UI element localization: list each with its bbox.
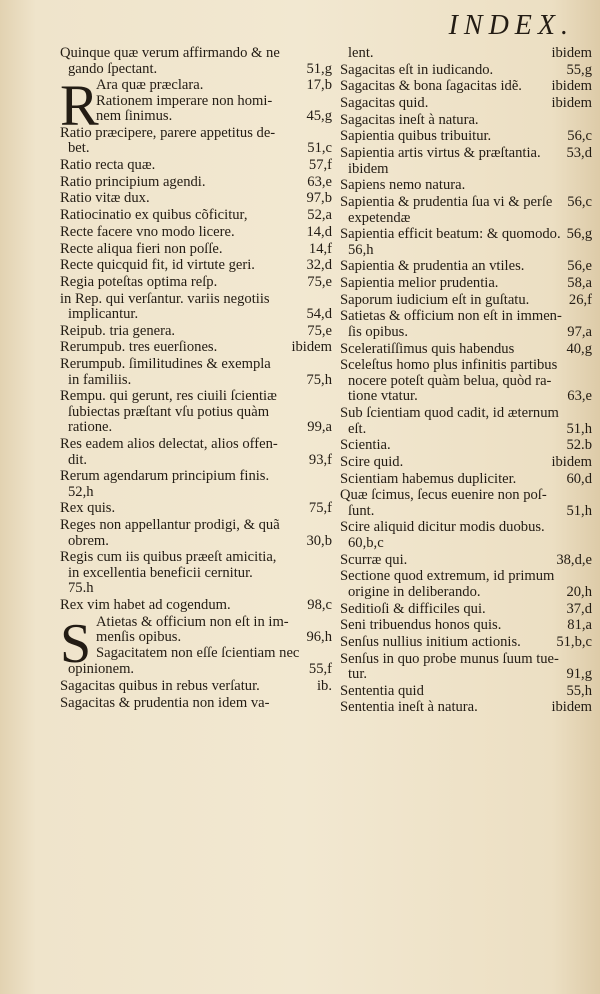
page-reference: 96,h — [306, 629, 332, 646]
index-entry — [340, 569, 592, 600]
entry-text: 60,b,c — [348, 534, 384, 551]
entry-text: Sapientia artis virtus & præſtantia. — [340, 145, 541, 162]
drop-capital: R — [60, 73, 99, 139]
entry-line — [340, 227, 592, 243]
entry-text: Sententia quid — [340, 682, 424, 699]
entry-text: Recte aliqua fieri non poſſe. — [60, 240, 223, 257]
page-reference: 60,d — [566, 470, 592, 487]
index-entry — [340, 276, 592, 292]
page-reference: 56,e — [567, 258, 592, 275]
index-entry — [340, 635, 592, 651]
page-reference: 20,h — [566, 583, 592, 600]
entry-text: Sapiens nemo natura. — [340, 177, 466, 194]
entry-text: obrem. — [68, 532, 109, 549]
entry-text: Reges non appellantur prodigi, & quã — [60, 517, 280, 534]
entry-line — [340, 438, 592, 454]
entry-line — [340, 504, 592, 520]
page-reference: 53,d — [566, 145, 592, 162]
page-reference: 75,e — [307, 322, 332, 339]
page-reference: 99,a — [307, 419, 332, 436]
entry-text: Scurræ qui. — [340, 551, 408, 568]
entry-text: 52,h — [68, 483, 94, 500]
index-entry — [340, 406, 592, 437]
index-entry — [60, 292, 332, 323]
entry-line — [60, 420, 332, 436]
index-entry — [60, 275, 332, 291]
entry-text: Senſus nullius initium actionis. — [340, 633, 521, 650]
index-entry — [60, 662, 332, 678]
entry-text: in Rep. qui verſantur. variis negotiis — [60, 290, 270, 307]
entry-line — [60, 191, 332, 207]
entry-text: opinionem. — [68, 661, 135, 678]
entry-text: ſis opibus. — [348, 323, 409, 340]
page-reference: 14,f — [308, 240, 332, 257]
index-entry — [340, 488, 592, 519]
entry-text: Scire aliquid dicitur modis duobus. — [340, 519, 545, 536]
index-column-right — [340, 46, 592, 717]
entry-line — [340, 635, 592, 651]
entry-text: Rerumpub. tres euerſiones. — [60, 339, 218, 356]
index-entry — [340, 358, 592, 405]
index-entry — [60, 191, 332, 207]
index-entry — [60, 208, 332, 224]
entry-line — [340, 536, 592, 552]
index-entry — [60, 46, 332, 77]
entry-line — [60, 324, 332, 340]
entry-text: Rerum agendarum principium finis. — [60, 468, 270, 485]
page-reference: 63,e — [307, 173, 332, 190]
entry-text: Sapientia quibus tribuitur. — [340, 128, 492, 145]
index-entry — [340, 79, 592, 95]
entry-line — [340, 585, 592, 601]
entry-text: Res eadem alios delectat, alios offen- — [60, 436, 278, 452]
entry-text: ratione. — [68, 419, 113, 436]
entry-line — [60, 62, 332, 78]
entry-line — [340, 243, 592, 259]
entry-text: nocere poteſt quàm belua, quòd ra- — [348, 372, 552, 389]
entry-line — [340, 293, 592, 309]
entry-line — [340, 488, 592, 504]
index-entry — [340, 618, 592, 634]
entry-line — [60, 46, 332, 62]
index-entry — [60, 469, 332, 500]
index-entry — [60, 225, 332, 241]
entry-line — [60, 469, 332, 485]
index-entry — [340, 684, 592, 700]
page-reference: ib. — [317, 678, 332, 694]
index-entry — [340, 178, 592, 194]
entry-line — [60, 357, 332, 373]
page-reference: 55,g — [566, 61, 592, 78]
index-entry — [340, 700, 592, 716]
entry-text: expetendæ — [348, 209, 411, 226]
entry-line — [96, 615, 332, 631]
page-reference: 26,f — [568, 291, 592, 308]
entry-text: Sagacitas eſt in iudicando. — [340, 61, 494, 78]
entry-text: gando ſpectant. — [68, 60, 158, 77]
index-entry — [340, 309, 592, 340]
entry-text: Sagacitas & bona ſagacitas idẽ. — [340, 78, 522, 95]
entry-text: in familiis. — [68, 371, 132, 388]
index-entry — [340, 146, 592, 177]
entry-text: Ratio recta quæ. — [60, 157, 156, 174]
entry-text: dit. — [68, 451, 88, 468]
page-reference: ibidem — [551, 45, 592, 61]
entry-line — [60, 679, 332, 695]
page-reference: 55,h — [566, 682, 592, 699]
entry-line — [96, 630, 332, 646]
index-entry — [340, 520, 592, 551]
page-reference: 38,d,e — [556, 551, 592, 568]
entry-text: Sagacitas & prudentia non idem va- — [60, 694, 270, 711]
entry-line — [340, 63, 592, 79]
page-reference: 56,g — [566, 226, 593, 243]
drop-capital: S — [60, 612, 92, 675]
entry-text: Rerumpub. ſimilitudines & exempla — [60, 356, 271, 373]
entry-line — [340, 374, 592, 390]
index-entry — [60, 175, 332, 191]
entry-line — [340, 700, 592, 716]
entry-line — [60, 485, 332, 501]
entry-line — [340, 259, 592, 275]
entry-line — [340, 96, 592, 112]
entry-text: in excellentia beneficii cernitur. — [68, 564, 253, 581]
index-entry — [60, 550, 332, 597]
entry-line — [60, 389, 332, 405]
entry-text: Ratiocinatio ex quibus cõficitur, — [60, 207, 248, 224]
index-entry — [340, 227, 592, 258]
entry-line — [340, 520, 592, 536]
page-reference: 93,f — [308, 451, 332, 468]
page-reference: 37,d — [566, 600, 592, 617]
index-entry — [60, 324, 332, 340]
page-reference: ibidem — [551, 78, 592, 95]
page-reference: 97,a — [567, 323, 592, 340]
page-reference: 98,c — [307, 596, 332, 613]
index-entry — [340, 195, 592, 226]
entry-text: Rex vim habet ad cogendum. — [60, 596, 231, 613]
entry-line — [60, 550, 332, 566]
index-entry — [340, 652, 592, 683]
entry-text: origine in deliberando. — [348, 583, 481, 600]
entry-text: Quæ ſcimus, ſecus euenire non poſ- — [340, 487, 547, 504]
entry-text: ſunt. — [348, 502, 375, 519]
entry-line — [96, 94, 332, 110]
entry-line — [60, 258, 332, 274]
entry-line — [340, 422, 592, 438]
index-entry — [340, 129, 592, 145]
page-reference: 52.b — [566, 437, 592, 454]
index-entry — [340, 96, 592, 112]
entry-line — [340, 113, 592, 129]
entry-line — [340, 309, 592, 325]
page-reference: 52,a — [307, 207, 332, 224]
entry-line — [340, 472, 592, 488]
page-reference: 51,g — [306, 60, 332, 77]
entry-text: Rempu. qui gerunt, res ciuili ſcientiæ — [60, 388, 277, 405]
entry-line — [60, 141, 332, 157]
entry-line — [60, 275, 332, 291]
entry-line — [340, 276, 592, 292]
entry-text: lent. — [348, 45, 374, 61]
index-entry — [60, 242, 332, 258]
entry-text: Saporum iudicium eſt in guſtatu. — [340, 291, 530, 308]
index-entry — [60, 357, 332, 388]
entry-line — [60, 598, 332, 614]
index-entry — [340, 259, 592, 275]
entry-text: eſt. — [348, 420, 367, 437]
page-reference: 81,a — [567, 617, 592, 634]
entry-line — [340, 46, 592, 62]
entry-line — [60, 581, 332, 597]
index-entry — [60, 518, 332, 549]
entry-line — [340, 602, 592, 618]
page-reference: 51,h — [566, 420, 592, 437]
entry-text: Senſus in quo probe munus ſuum tue- — [340, 650, 559, 667]
entry-line — [96, 109, 332, 125]
entry-line — [60, 501, 332, 517]
index-entry — [60, 598, 332, 614]
page-reference: ibidem — [291, 339, 332, 356]
entry-text: bet. — [68, 140, 90, 157]
index-entry — [60, 501, 332, 517]
entry-line — [340, 358, 592, 374]
page-header: INDEX. — [448, 10, 574, 41]
page-reference: 55,f — [308, 661, 332, 678]
entry-line — [60, 126, 332, 142]
index-entry — [340, 113, 592, 129]
entry-text: Sagacitas ineſt à natura. — [340, 111, 479, 128]
entry-text: Ratio vitæ dux. — [60, 190, 150, 207]
page-reference: 54,d — [306, 306, 332, 323]
entry-line — [340, 162, 592, 178]
index-entry — [340, 602, 592, 618]
entry-text: Sapientia & prudentia ſua vi & perſe — [340, 194, 553, 210]
entry-line — [340, 195, 592, 211]
index-entry — [60, 389, 332, 436]
page-reference: 56,c — [567, 194, 592, 210]
page-reference: 51,h — [566, 502, 592, 519]
index-entry — [60, 126, 332, 157]
entry-text: 56,h — [348, 241, 374, 258]
index-entry — [60, 696, 332, 712]
entry-line — [60, 534, 332, 550]
entry-line — [60, 662, 332, 678]
entry-text: Sagacitas quibus in rebus verſatur. — [60, 678, 260, 694]
entry-line — [340, 146, 592, 162]
entry-text: Sagacitatem non eſſe ſcientiam nec — [96, 644, 300, 661]
entry-text: Seditioſi & difficiles qui. — [340, 600, 486, 617]
entry-line — [340, 79, 592, 95]
entry-line — [340, 652, 592, 668]
entry-text: Quinque quæ verum affirmando & ne — [60, 45, 280, 61]
entry-text: Recte quicquid fit, id virtute geri. — [60, 257, 255, 274]
entry-text: Sapientia melior prudentia. — [340, 275, 499, 292]
entry-line — [340, 455, 592, 471]
entry-line — [96, 78, 332, 94]
entry-text: Regia poteſtas optima reſp. — [60, 273, 218, 290]
index-entry — [340, 342, 592, 358]
entry-line — [340, 342, 592, 358]
page-reference: 17,b — [306, 77, 332, 94]
page-reference: 63,e — [567, 388, 592, 405]
index-entry — [60, 437, 332, 468]
page-reference: 40,g — [566, 340, 592, 357]
index-entry — [60, 158, 332, 174]
entry-line — [340, 389, 592, 405]
entry-line — [60, 225, 332, 241]
entry-line — [340, 211, 592, 227]
entry-text: Atietas & officium non eſt in im- — [96, 613, 289, 630]
entry-line — [60, 518, 332, 534]
entry-text: ſubiectas præſtant vſu potius quàm — [68, 403, 270, 420]
index-entry — [60, 340, 332, 356]
entry-text: Sceleratiſſimus quis habendus — [340, 340, 515, 357]
page-reference: 91,g — [566, 666, 592, 683]
entry-text: Ratio præcipere, parere appetitus de- — [60, 124, 276, 141]
entry-text: Rationem imperare non homi- — [96, 92, 273, 109]
index-entry — [340, 553, 592, 569]
page-reference: 58,a — [567, 275, 592, 292]
entry-text: Scire quid. — [340, 453, 404, 470]
entry-line — [60, 175, 332, 191]
page-reference: ibidem — [551, 95, 592, 112]
entry-line — [60, 208, 332, 224]
entry-line — [340, 129, 592, 145]
entry-text: Ara quæ præclara. — [96, 77, 204, 94]
entry-line — [60, 340, 332, 356]
page-reference: 75,f — [308, 500, 332, 517]
entry-text: Reipub. tria genera. — [60, 322, 176, 339]
page-reference: 97,b — [306, 190, 332, 207]
page-reference: 57,f — [308, 157, 332, 174]
entry-text: tione vtatur. — [348, 388, 418, 405]
page-reference: ibidem — [551, 699, 592, 716]
entry-text: Rex quis. — [60, 500, 116, 517]
entry-line — [340, 618, 592, 634]
entry-text: nem ſinimus. — [96, 108, 173, 125]
entry-text: ibidem — [348, 160, 389, 177]
page-reference: 14,d — [306, 223, 332, 240]
index-entry — [340, 46, 592, 62]
entry-text: implicantur. — [68, 306, 139, 323]
entry-text: tur. — [348, 666, 368, 683]
entry-text: Sapientia efficit beatum: & quomodo. — [340, 226, 561, 243]
page-reference: 51,c — [307, 140, 332, 157]
page-reference: 56,c — [567, 128, 592, 145]
entry-text: Regis cum iis quibus præeſt amicitia, — [60, 549, 277, 566]
entry-line — [60, 566, 332, 582]
entry-line — [60, 696, 332, 712]
entry-line — [340, 406, 592, 422]
entry-line — [60, 292, 332, 308]
entry-text: menſis opibus. — [96, 629, 182, 646]
entry-line — [340, 325, 592, 341]
index-entry — [60, 258, 332, 274]
index-column-left — [60, 46, 332, 712]
entry-text: Scientia. — [340, 437, 391, 454]
entry-line — [340, 667, 592, 683]
entry-line — [60, 437, 332, 453]
page-reference: 45,g — [306, 108, 332, 125]
index-entry — [340, 63, 592, 79]
index-entry — [340, 438, 592, 454]
entry-text: Recte facere vno modo licere. — [60, 223, 235, 240]
entry-text: Sapientia & prudentia an vtiles. — [340, 258, 525, 275]
page-reference: 75,h — [306, 371, 332, 388]
page-reference: ibidem — [551, 453, 592, 470]
page-reference: 32,d — [306, 257, 332, 274]
page-reference: 51,b,c — [556, 633, 592, 650]
entry-line — [60, 405, 332, 421]
entry-line — [96, 646, 332, 662]
entry-line — [60, 158, 332, 174]
entry-line — [340, 553, 592, 569]
entry-line — [340, 178, 592, 194]
index-entry — [340, 293, 592, 309]
entry-line — [60, 373, 332, 389]
entry-line — [60, 453, 332, 469]
entry-text: Sceleſtus homo plus infinitis partibus — [340, 357, 558, 374]
entry-line — [340, 684, 592, 700]
entry-text: Sententia ineſt à natura. — [340, 699, 478, 716]
entry-text: Seni tribuendus honos quis. — [340, 617, 502, 634]
entry-text: Satietas & officium non eſt in immen- — [340, 308, 562, 325]
entry-text: 75.h — [68, 580, 94, 597]
entry-text: Sub ſcientiam quod cadit, id æternum — [340, 405, 559, 421]
entry-text: Sectione quod extremum, id primum — [340, 568, 555, 585]
entry-text: Sagacitas quid. — [340, 95, 429, 112]
index-entry — [60, 679, 332, 695]
entry-line — [60, 307, 332, 323]
page-reference: 75,e — [307, 273, 332, 290]
entry-text: Ratio principium agendi. — [60, 173, 206, 190]
entry-text: Scientiam habemus dupliciter. — [340, 470, 517, 487]
entry-line — [340, 569, 592, 585]
index-entry — [340, 472, 592, 488]
page-reference: 30,b — [306, 532, 332, 549]
entry-line — [60, 242, 332, 258]
index-entry — [340, 455, 592, 471]
